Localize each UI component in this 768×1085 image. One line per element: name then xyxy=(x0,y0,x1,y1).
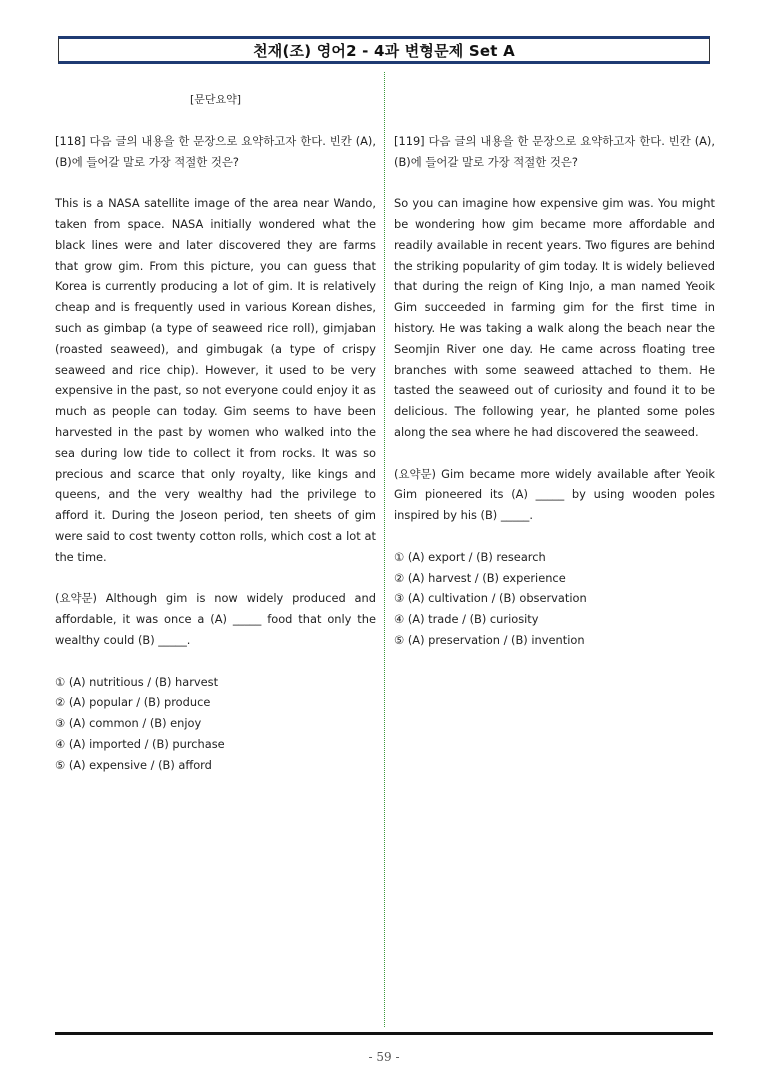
question-119-summary: (요약문) Gim became more widely available after Yeoik Gim pioneered its (A) _____ by using wooden poles inspired by his (B) _____. xyxy=(394,466,715,523)
column-spacer xyxy=(394,90,715,131)
page-title: 천재(조) 영어2 - 4과 변형문제 Set A xyxy=(253,41,515,60)
question-118-prompt: [118] 다음 글의 내용을 한 문장으로 요약하고자 한다. 빈칸 (A), (B)에 들어갈 말로 가장 적절한 것은? xyxy=(55,133,376,169)
header-title-box xyxy=(58,36,710,64)
footer-rule xyxy=(55,1032,713,1035)
choice-1[interactable]: ① (A) nutritious / (B) harvest xyxy=(55,674,219,689)
choice-2[interactable]: ② (A) popular / (B) produce xyxy=(55,695,211,710)
choice-5[interactable]: ⑤ (A) expensive / (B) afford xyxy=(55,757,212,772)
question-118-choices xyxy=(55,672,376,776)
choice-5[interactable]: ⑤ (A) preservation / (B) invention xyxy=(394,632,585,647)
question-118-passage: This is a NASA satellite image of the area near Wando, taken from space. NASA initially wondered what the black lines were and later discovered they are farms that grow gim. From this picture, you can guess that Korea is currently producing a lot of gim. It is relatively cheap and is frequently used in various Korean dishes, such as gimbap (a type of seaweed rice roll), gimjaban (roasted seaweed), and gimbugak (a type of crispy seaweed and rice chip). However, it used to be very expensive in the past, so not everyone could enjoy it as much as people can today. Gim seems to have been harvested in the past by women who walked into the sea during low tide to collect it from rocks. It was so precious and scarce that only royalty, like kings and queens, and the very wealthy had the privilege to afford it. During the Joseon period, ten sheets of gim were said to cost twenty cotton rolls, which cost a lot at the time. xyxy=(55,196,376,564)
choice-4[interactable]: ④ (A) trade / (B) curiosity xyxy=(394,612,539,627)
right-column xyxy=(394,90,715,651)
question-119-passage: So you can imagine how expensive gim was. You might be wondering how gim became more affordable and readily available in recent years. Two figures are behind the striking popularity of gim today. It is widely believed that during the reign of King Injo, a man named Yeoik Gim succeeded in farming gim for the first time in history. He was taking a walk along the beach near the Seomjin River one day. He came across floating tree branches with some seaweed attached to them. He tasted the seaweed out of curiosity and found it to be delicious. The following year, he planted some poles along the sea where he had discovered the seaweed. xyxy=(394,196,715,439)
column-divider xyxy=(384,72,385,1027)
section-label: [문단요약] xyxy=(189,93,242,106)
page-number: - 59 - xyxy=(368,1050,400,1064)
question-119-choices xyxy=(394,547,715,651)
choice-4[interactable]: ④ (A) imported / (B) purchase xyxy=(55,736,225,751)
choice-3[interactable]: ③ (A) cultivation / (B) observation xyxy=(394,591,587,606)
left-column xyxy=(55,90,376,776)
choice-3[interactable]: ③ (A) common / (B) enjoy xyxy=(55,716,202,731)
question-118-summary: (요약문) Although gim is now widely produced and affordable, it was once a (A) _____ food that only the wealthy could (B) _____. xyxy=(55,591,376,647)
question-119-prompt: [119] 다음 글의 내용을 한 문장으로 요약하고자 한다. 빈칸 (A), (B)에 들어갈 말로 가장 적절한 것은? xyxy=(394,133,715,169)
choice-1[interactable]: ① (A) export / (B) research xyxy=(394,549,546,564)
choice-2[interactable]: ② (A) harvest / (B) experience xyxy=(394,570,566,585)
